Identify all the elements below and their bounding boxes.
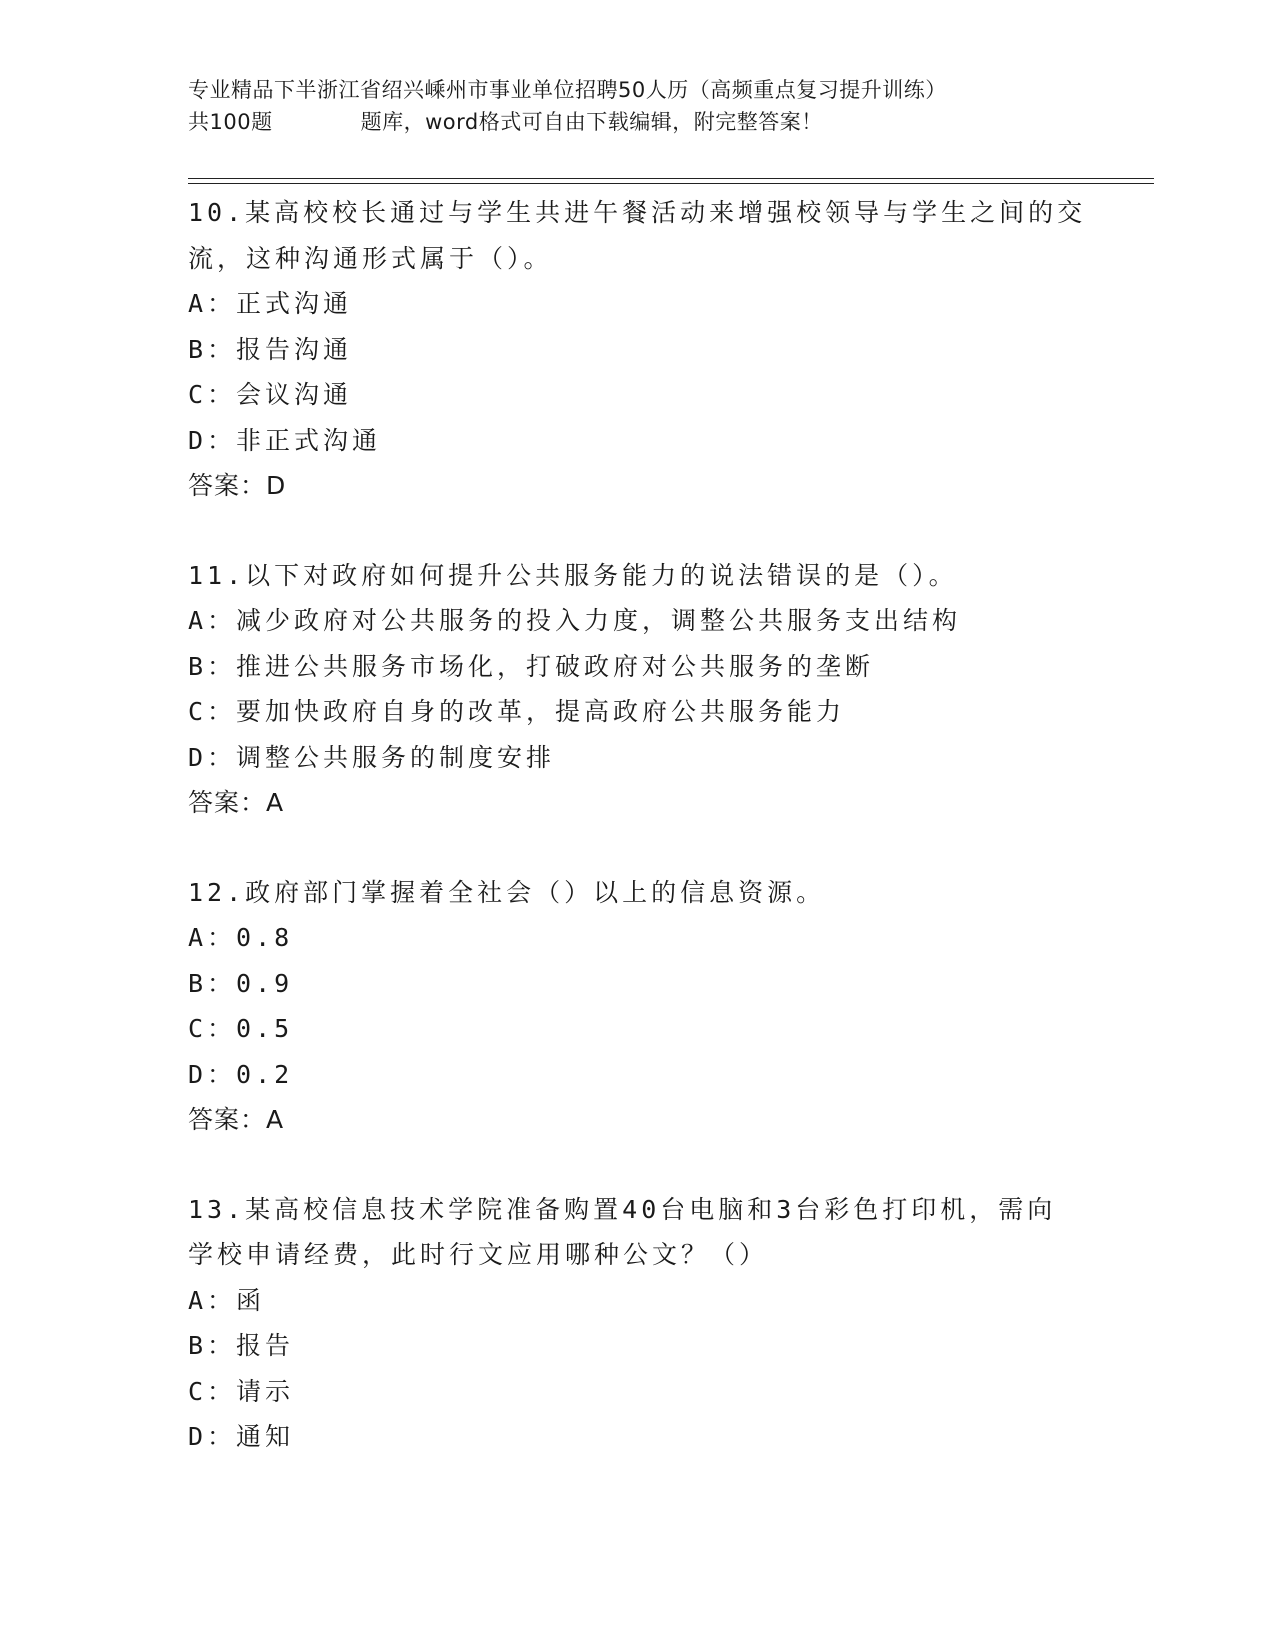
question-item [188,870,1118,1143]
option-a: A：正式沟通 [188,289,353,318]
option-d: D：非正式沟通 [188,425,382,455]
option-d: D：0.2 [188,1059,294,1089]
option-b: B：推进公共服务市场化，打破政府对公共服务的垄断 [188,651,875,681]
option-a: A：0.8 [188,923,294,952]
option-c: C：要加快政府自身的改革，提高政府公共服务能力 [188,697,846,726]
option-d: D：通知 [188,1422,295,1451]
option-a: A：函 [188,1285,266,1315]
option-c: C：会议沟通 [188,380,353,409]
header-subtitle-line [188,106,1088,138]
option-c: C：0.5 [188,1014,294,1043]
answer-line: 答案：A [188,1105,285,1134]
question-stem: 11.以下对政府如何提升公共服务能力的说法错误的是（）。 [188,560,958,590]
header-divider-top [188,178,1154,179]
question-stem-continued: 学校申请经费，此时行文应用哪种公文？（） [188,1240,769,1269]
header-divider-bottom [188,183,1154,184]
question-item [188,1187,1118,1460]
question-stem: 13.某高校信息技术学院准备购置40台电脑和3台彩色打印机，需向 [188,1194,1057,1224]
header-description: 题库，word格式可自由下载编辑，附完整答案！ [360,110,823,134]
option-b: B：0.9 [188,968,294,998]
header-title-line: 专业精品下半浙江省绍兴嵊州市事业单位招聘50人历（高频重点复习提升训练） [188,78,947,102]
answer-line: 答案：D [188,471,287,500]
question-stem: 10.某高校校长通过与学生共进午餐活动来增强校领导与学生之间的交 [188,198,1087,227]
header-question-count: 共100题 [188,110,273,134]
question-stem: 12.政府部门掌握着全社会（）以上的信息资源。 [188,877,826,907]
option-a: A：减少政府对公共服务的投入力度，调整公共服务支出结构 [188,606,962,635]
answer-line: 答案：A [188,788,285,817]
question-item [188,553,1118,826]
option-b: B：报告沟通 [188,334,353,364]
question-stem-continued: 流，这种沟通形式属于（）。 [188,243,553,273]
option-d: D：调整公共服务的制度安排 [188,742,556,772]
question-list [188,190,1118,1460]
question-item [188,190,1118,509]
option-b: B：报告 [188,1331,295,1360]
document-header [188,74,1088,138]
option-c: C：请示 [188,1376,295,1406]
